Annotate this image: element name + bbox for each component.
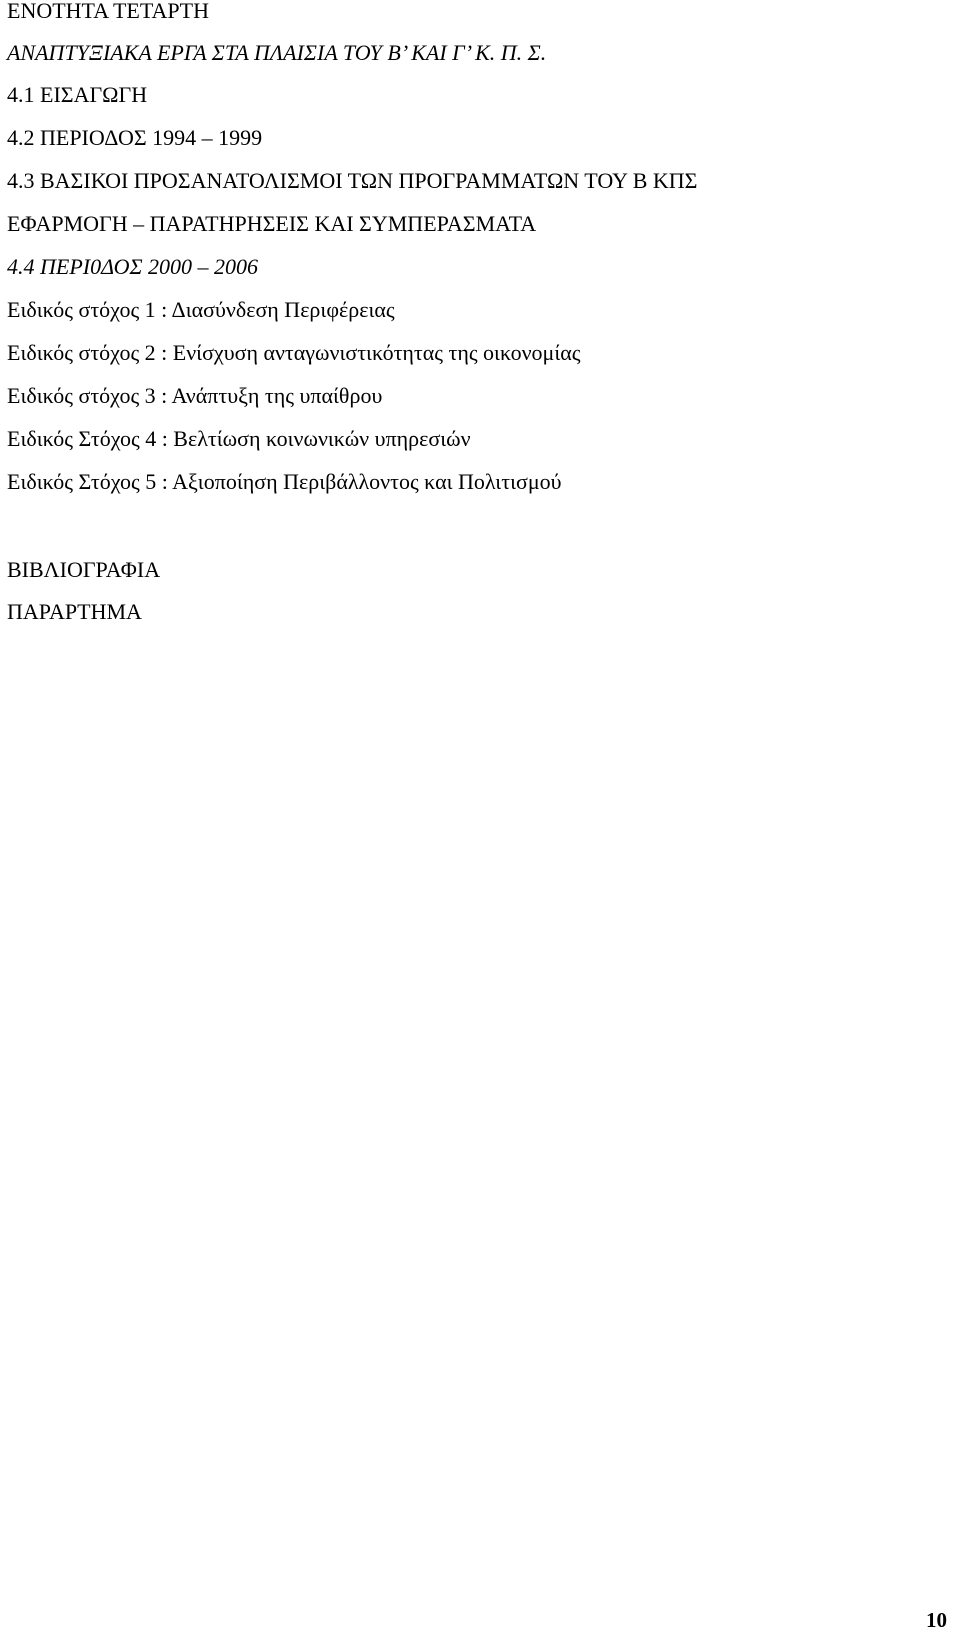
toc-subentry: Ειδικός στόχος 1 : Διασύνδεση Περιφέρειας [7, 297, 395, 322]
toc-subentry: Ειδικός Στόχος 4 : Βελτίωση κοινωνικών υπηρεσιών [7, 426, 471, 451]
toc-entry-continuation: ΕΦΑΡΜΟΓΗ – ΠΑΡΑΤΗΡΗΣΕΙΣ ΚΑΙ ΣΥΜΠΕΡΑΣΜΑΤΑ [7, 211, 537, 236]
toc-subentry: Ειδικός στόχος 2 : Ενίσχυση ανταγωνιστικότητας της οικονομίας [7, 340, 581, 365]
toc-subentry: Ειδικός Στόχος 5 : Αξιοποίηση Περιβάλλοντος και Πολιτισμού [7, 469, 562, 494]
section-subtitle: ΑΝΑΠΤΥΞΙΑΚΑ ΕΡΓΑ ΣΤΑ ΠΛΑΙΣΙΑ ΤΟΥ Β’ ΚΑΙ Γ’ Κ. Π. Σ. [7, 40, 547, 65]
toc-subentry: Ειδικός στόχος 3 : Ανάπτυξη της υπαίθρου [7, 383, 383, 408]
toc-entry: 4.2 ΠΕΡΙΟΔΟΣ 1994 – 1999 [7, 125, 263, 150]
toc-entry: 4.4 ΠΕΡΙ0ΔΟΣ 2000 – 2006 [7, 254, 259, 279]
toc-entry-bibliography: ΒΙΒΛΙΟΓΡΑΦΙΑ [7, 557, 161, 582]
toc-entry: 4.3 ΒΑΣΙΚΟΙ ΠΡΟΣΑΝΑΤΟΛΙΣΜΟΙ ΤΩΝ ΠΡΟΓΡΑΜΜΑΤΩΝ ΤΟΥ Β ΚΠΣ [7, 168, 698, 193]
page-number: 10 [926, 1608, 947, 1632]
toc-entry: 4.1 ΕΙΣΑΓΩΓΗ [7, 82, 148, 107]
toc-entry-appendix: ΠΑΡΑΡΤΗΜΑ [7, 599, 142, 624]
section-heading: ΕΝΟΤΗΤΑ ΤΕΤΑΡΤΗ [7, 0, 209, 23]
